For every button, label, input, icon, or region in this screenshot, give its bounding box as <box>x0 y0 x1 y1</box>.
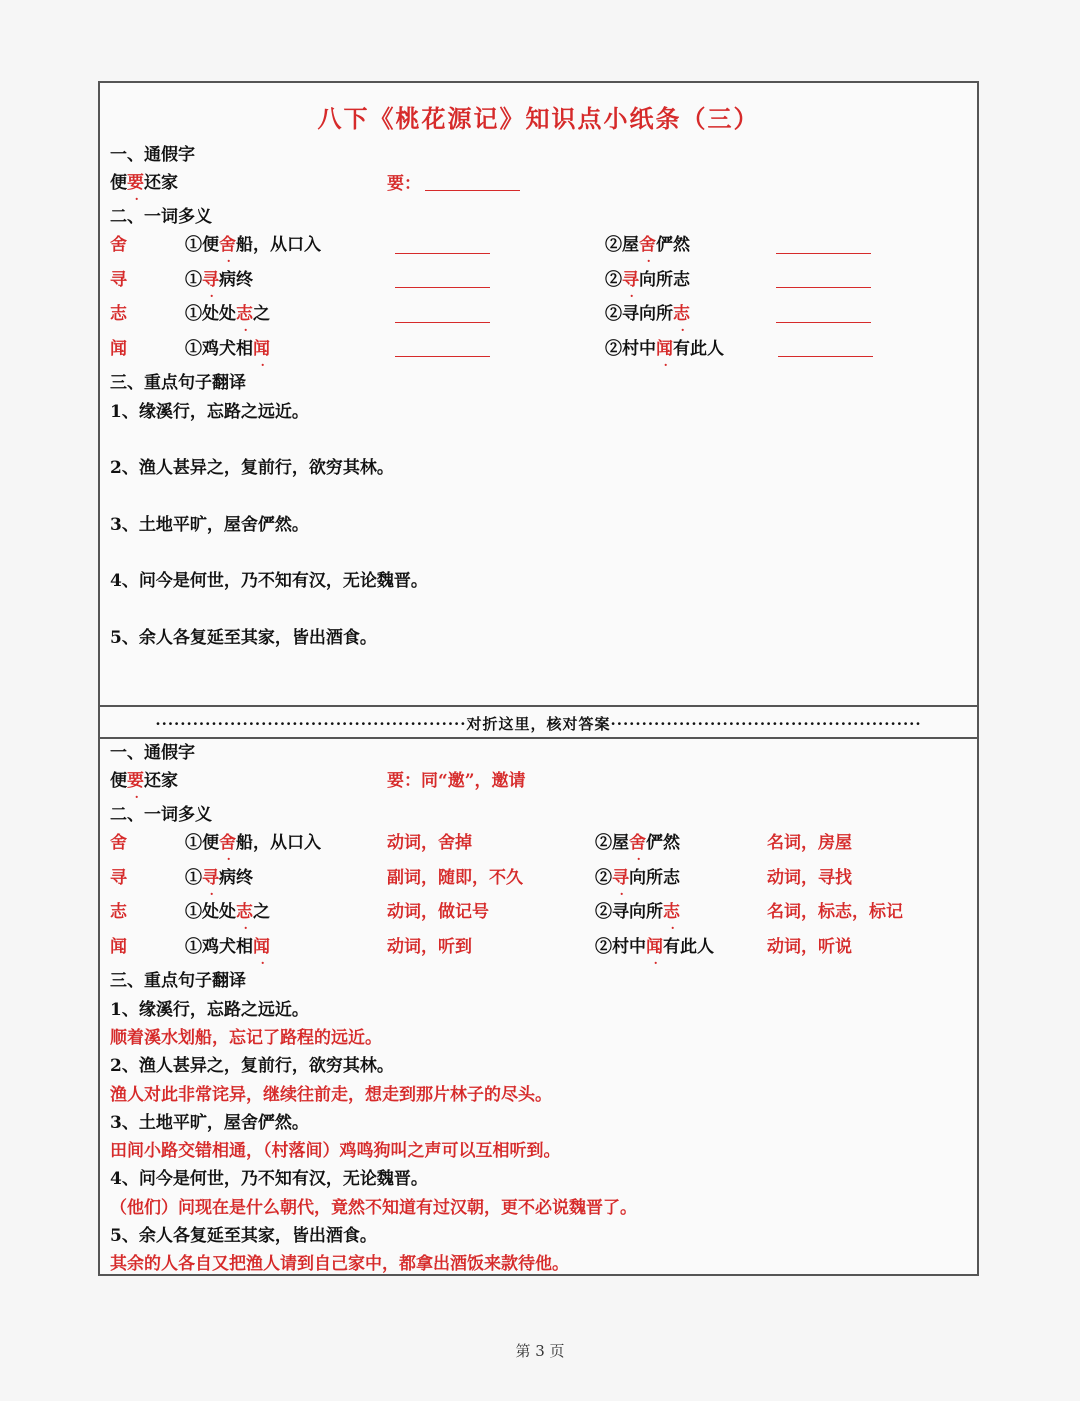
sentence-question: 2、渔人甚异之，复前行，欲穷其林。 <box>110 1056 394 1076</box>
polysemy-example-1: ①处处志之 <box>185 304 270 324</box>
polysemy-example-1: ①便舍船，从口入 <box>185 833 321 853</box>
worksheet <box>98 81 979 1276</box>
sentence-question: 3、土地平旷，屋舍俨然。 <box>110 515 309 535</box>
polysemy-answer-2: 动词，听说 <box>767 937 852 957</box>
page-title: 八下《桃花源记》知识点小纸条（三） <box>317 104 760 133</box>
polysemy-answer-1: 副词，随即，不久 <box>387 868 523 888</box>
sentence-translation: 渔人对此非常诧异，继续往前走，想走到那片林子的尽头。 <box>110 1085 552 1105</box>
section-heading-translation: 三、重点句子翻译 <box>110 971 246 991</box>
polysemy-example-2: ②村中闻有此人 <box>605 339 724 359</box>
answer-blank[interactable] <box>395 287 490 288</box>
polysemy-example-2: ②寻向所志 <box>605 304 690 324</box>
answer-blank[interactable] <box>776 253 871 254</box>
polysemy-char: 舍 <box>110 833 127 853</box>
polysemy-answer-2: 名词，房屋 <box>767 833 852 853</box>
sentence-question: 3、土地平旷，屋舍俨然。 <box>110 1113 309 1133</box>
polysemy-example-2: ②寻向所志 <box>595 868 680 888</box>
divider <box>100 705 977 707</box>
polysemy-answer-1: 动词，舍掉 <box>387 833 472 853</box>
sentence-question: 5、余人各复延至其家，皆出酒食。 <box>110 628 377 648</box>
polysemy-example-1: ①便舍船，从口入 <box>185 235 321 255</box>
answer-blank[interactable] <box>395 322 490 323</box>
section-heading-translation: 三、重点句子翻译 <box>110 373 246 393</box>
answer-blank[interactable] <box>776 287 871 288</box>
polysemy-char: 志 <box>110 902 127 922</box>
sentence-question: 4、问今是何世，乃不知有汉，无论魏晋。 <box>110 1169 428 1189</box>
tongjia-answer-label: 要： <box>387 174 421 194</box>
polysemy-example-2: ②村中闻有此人 <box>595 937 714 957</box>
polysemy-answer-2: 名词，标志，标记 <box>767 902 903 922</box>
polysemy-example-1: ①鸡犬相闻 <box>185 339 270 359</box>
polysemy-answer-1: 动词，做记号 <box>387 902 489 922</box>
answer-blank[interactable] <box>395 356 490 357</box>
sentence-question: 4、问今是何世，乃不知有汉，无论魏晋。 <box>110 571 428 591</box>
polysemy-char: 寻 <box>110 270 127 290</box>
polysemy-example-1: ①寻病终 <box>185 868 253 888</box>
polysemy-example-1: ①鸡犬相闻 <box>185 937 270 957</box>
fold-line: ··················································对折这里，核对答案·················································· <box>155 715 922 733</box>
polysemy-example-2: ②屋舍俨然 <box>605 235 690 255</box>
polysemy-example-2: ②寻向所志 <box>605 270 690 290</box>
polysemy-example-1: ①寻病终 <box>185 270 253 290</box>
polysemy-char: 闻 <box>110 339 127 359</box>
sentence-question: 2、渔人甚异之，复前行，欲穷其林。 <box>110 458 394 478</box>
page-number: 第 3 页 <box>515 1342 565 1360</box>
polysemy-char: 寻 <box>110 868 127 888</box>
polysemy-char: 舍 <box>110 235 127 255</box>
tongjia-answer: 要：同“邀”，邀请 <box>387 771 526 791</box>
divider <box>100 737 977 739</box>
sentence-translation: 田间小路交错相通，（村落间）鸡鸣狗叫之声可以互相听到。 <box>110 1141 561 1161</box>
tongjia-phrase: 便要还家 <box>110 771 178 791</box>
sentence-translation: 其余的人各自又把渔人请到自己家中，都拿出酒饭来款待他。 <box>110 1254 569 1274</box>
polysemy-answer-1: 动词，听到 <box>387 937 472 957</box>
answer-blank[interactable] <box>778 356 873 357</box>
fold-label: 对折这里，核对答案 <box>466 715 611 733</box>
answer-blank[interactable] <box>776 322 871 323</box>
section-heading-tongjia: 一、通假字 <box>110 145 195 165</box>
sentence-question: 5、余人各复延至其家，皆出酒食。 <box>110 1226 377 1246</box>
answer-blank[interactable] <box>395 253 490 254</box>
answer-blank[interactable] <box>425 190 520 191</box>
section-heading-polysemy: 二、一词多义 <box>110 207 212 227</box>
polysemy-example-2: ②屋舍俨然 <box>595 833 680 853</box>
sentence-question: 1、缘溪行，忘路之远近。 <box>110 402 309 422</box>
section-heading-tongjia: 一、通假字 <box>110 743 195 763</box>
polysemy-char: 闻 <box>110 937 127 957</box>
section-heading-polysemy: 二、一词多义 <box>110 805 212 825</box>
polysemy-char: 志 <box>110 304 127 324</box>
polysemy-answer-2: 动词，寻找 <box>767 868 852 888</box>
sentence-translation: 顺着溪水划船，忘记了路程的远近。 <box>110 1028 382 1048</box>
sentence-translation: （他们）问现在是什么朝代，竟然不知道有过汉朝，更不必说魏晋了。 <box>110 1198 637 1218</box>
polysemy-example-1: ①处处志之 <box>185 902 270 922</box>
polysemy-example-2: ②寻向所志 <box>595 902 680 922</box>
tongjia-phrase: 便要还家 <box>110 173 178 193</box>
sentence-question: 1、缘溪行，忘路之远近。 <box>110 1000 309 1020</box>
